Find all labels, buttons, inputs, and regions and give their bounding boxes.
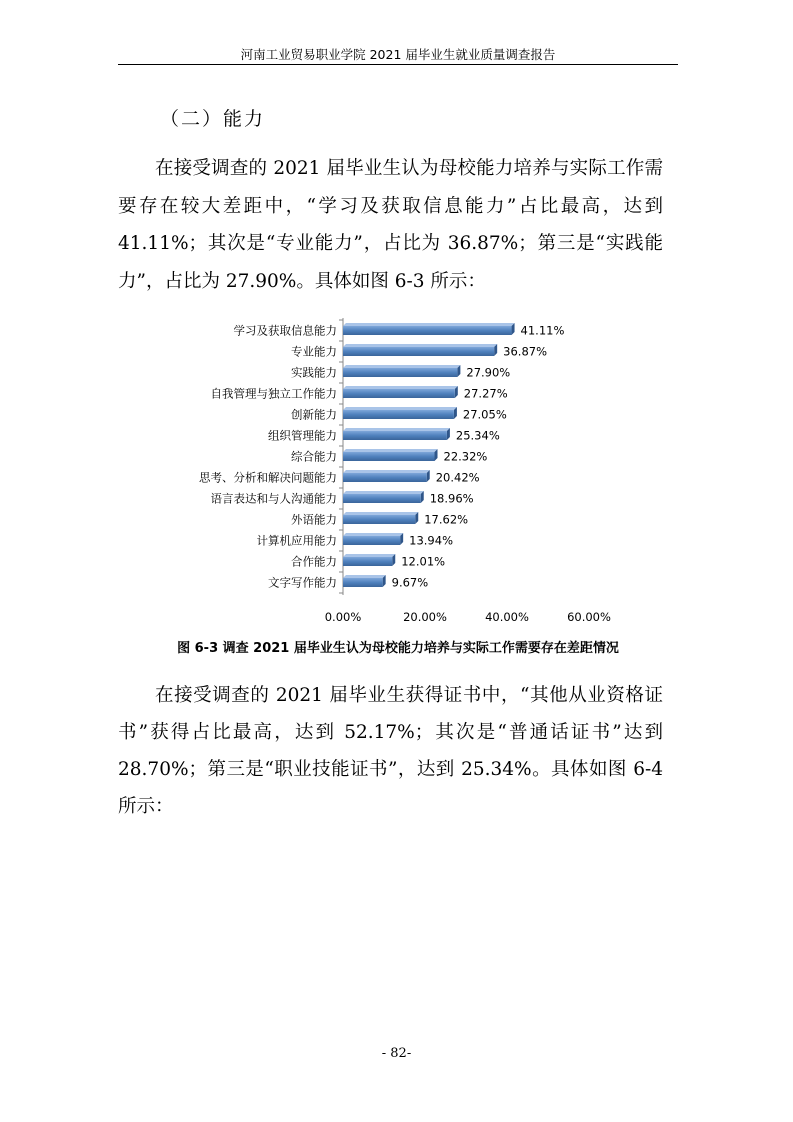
- category-label: 外语能力: [291, 512, 337, 527]
- bar: [343, 578, 383, 587]
- value-label: 12.01%: [401, 554, 446, 569]
- bar-top-face: [343, 470, 430, 473]
- bar: [343, 557, 392, 566]
- paragraph-ability-text: 在接受调查的 2021 届毕业生认为母校能力培养与实际工作需要存在较大差距中，“学习及获取信息能力”占比最高，达到 41.11%；其次是“专业能力”，占比为 36.87%；第三是“实践能力”，占比为 27.90%。具体如图 6-3 所示：: [118, 158, 663, 292]
- bar-top-face: [343, 449, 438, 452]
- value-label: 22.32%: [443, 449, 488, 464]
- value-label: 17.62%: [424, 512, 469, 527]
- value-label: 41.11%: [520, 323, 565, 338]
- value-label: 27.90%: [466, 365, 511, 380]
- category-label: 计算机应用能力: [256, 533, 337, 548]
- paragraph-certificates: [118, 677, 663, 825]
- bar: [343, 536, 400, 545]
- paragraph-ability: [118, 150, 663, 300]
- bar: [343, 368, 457, 377]
- category-label: 创新能力: [291, 407, 337, 422]
- bar-top-face: [343, 512, 418, 515]
- header-rule: [118, 64, 678, 65]
- ability-gap-bar-chart: [160, 312, 630, 622]
- category-label: 文字写作能力: [268, 575, 337, 590]
- bar: [343, 326, 512, 335]
- value-label: 18.96%: [429, 491, 474, 506]
- category-label: 学习及获取信息能力: [233, 323, 337, 338]
- section-heading: （二）能力: [160, 108, 266, 130]
- bar: [343, 347, 494, 356]
- value-label: 9.67%: [391, 575, 429, 590]
- bar-top-face: [343, 386, 458, 389]
- x-tick-label: 60.00%: [567, 610, 611, 622]
- category-label: 合作能力: [291, 554, 337, 569]
- bar-top-face: [343, 344, 497, 347]
- value-label: 27.27%: [463, 386, 508, 401]
- x-tick-label: 0.00%: [324, 610, 362, 622]
- bar: [343, 452, 435, 461]
- figure-caption: 图 6-3 调查 2021 届毕业生认为母校能力培养与实际工作需要存在差距情况: [177, 641, 619, 656]
- bar: [343, 473, 427, 482]
- category-label: 综合能力: [291, 449, 337, 464]
- bar: [343, 494, 421, 503]
- bar: [343, 410, 454, 419]
- page-number: - 82-: [381, 1046, 412, 1061]
- paragraph-certificates-text: 在接受调查的 2021 届毕业生获得证书中，“其他从业资格证书”获得占比最高，达到 52.17%；其次是“普通话证书”达到 28.70%；第三是“职业技能证书”，达到 25.34%。具体如图 6-4 所示：: [118, 685, 663, 817]
- value-label: 25.34%: [455, 428, 500, 443]
- bar-top-face: [343, 533, 403, 536]
- value-label: 20.42%: [435, 470, 480, 485]
- bar: [343, 515, 415, 524]
- value-label: 27.05%: [462, 407, 507, 422]
- bar-top-face: [343, 491, 424, 494]
- bar-top-face: [343, 365, 460, 368]
- bar: [343, 389, 455, 398]
- category-label: 专业能力: [291, 344, 337, 359]
- category-label: 语言表达和与人沟通能力: [210, 491, 337, 506]
- category-label: 实践能力: [291, 365, 337, 380]
- value-label: 13.94%: [409, 533, 454, 548]
- bar-top-face: [343, 554, 395, 557]
- category-label: 思考、分析和解决问题能力: [199, 470, 337, 485]
- x-tick-label: 40.00%: [485, 610, 529, 622]
- bar-top-face: [343, 323, 515, 326]
- bar: [343, 431, 447, 440]
- bar-top-face: [343, 428, 450, 431]
- bar-top-face: [343, 407, 457, 410]
- value-label: 36.87%: [503, 344, 548, 359]
- page-header: 河南工业贸易职业学院 2021 届毕业生就业质量调查报告: [240, 47, 556, 62]
- bar-top-face: [343, 575, 386, 578]
- x-tick-label: 20.00%: [403, 610, 447, 622]
- category-label: 组织管理能力: [268, 428, 337, 443]
- category-label: 自我管理与独立工作能力: [210, 386, 337, 401]
